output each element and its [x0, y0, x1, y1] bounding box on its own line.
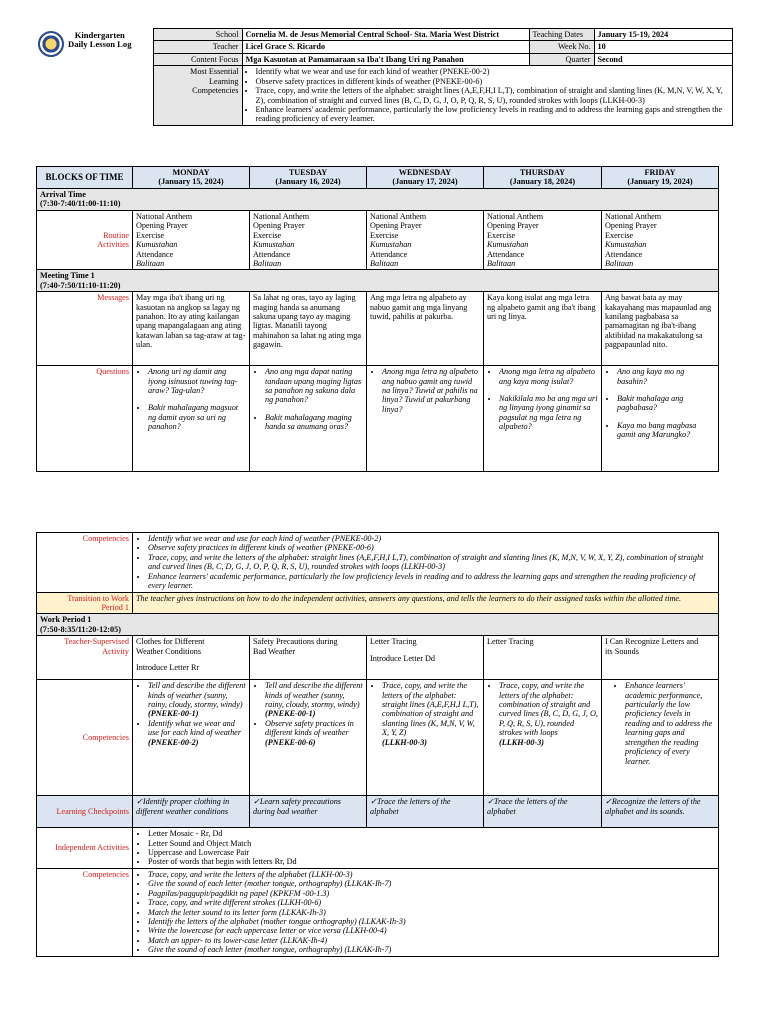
checkpoint-monday	[133, 796, 250, 828]
day-date: (January 17, 2024)	[392, 177, 458, 187]
competency2-item: • Identify the letters of the alphabet (mother tongue orthography) (LLKAK-Ih-3)	[148, 917, 715, 926]
routine-item: Balitaan	[253, 258, 282, 268]
competency-item: • Trace, copy, and write the letters of the alphabet: straight lines (A,E,F,H,I L,T), combination of straight and slanting lines (K, M,N, V, W, X, Y, Z), combination of straight and curved lines (B, C, D, G, J, O, P, Q, R, S, U), rounded strokes with loops (LLKH-00-3)	[148, 553, 715, 572]
routine-item: Exercise	[370, 230, 399, 240]
question-item: • Bakit mahalagang magsuot ng damit ayon sa uri ng panahon?	[148, 403, 246, 431]
tsa-title: I Can Recognize Letters and	[605, 637, 699, 647]
mel-label-line: Learning	[208, 76, 239, 86]
routine-cell-thursday	[484, 210, 602, 270]
competency-text: Trace, copy, and write the letters of the alphabet: straight lines (A,E,F,H,I L,T), combination of straight and slanting lines (K, M,N, V, W, X, Y, Z)	[382, 681, 479, 738]
quarter-value: Second	[594, 53, 732, 65]
dll-title-kindergarten: Kindergarten	[74, 29, 125, 40]
tsa-label-line: Teacher-Supervised	[64, 637, 129, 647]
routine-cell-tuesday	[250, 210, 367, 270]
competencies2-label: Competencies	[37, 868, 133, 956]
quarter-label: Quarter	[529, 53, 594, 65]
tsa-thursday	[484, 636, 602, 680]
schedule-table	[36, 166, 719, 472]
competency-text: Tell and describe the different kinds of weather (sunny, rainy, cloudy, stormy, windy)	[265, 681, 363, 710]
tsa-friday	[602, 636, 719, 680]
competency-code: (LLKH-00-3)	[382, 737, 428, 747]
competency2-item: • Match the letter sound to its letter form (LLKAK-Ih-3)	[148, 908, 715, 917]
day-competencies-thursday	[484, 680, 602, 796]
competency-code: (LLKH-00-3)	[499, 737, 545, 747]
competencies-cell	[133, 533, 719, 593]
question-item: • Nakikilala mo ba ang mga uri ng linyang iyong ginamit sa pagsulat ng mga letra ng alpabeto?	[499, 394, 598, 432]
day-competency-item	[148, 681, 246, 719]
day-competencies-label: Competencies	[37, 680, 133, 796]
week-label: Week No.	[529, 41, 594, 53]
independent-label: Independent Activities	[37, 828, 133, 869]
schedule-section	[36, 166, 718, 472]
routine-item: National Anthem	[605, 211, 662, 221]
arrival-time: (7:30-7:40/11:00-11:10)	[40, 199, 121, 209]
question-item: • Anong mga letra ng alpabeto ang nabuo gamit ang tuwid na linya? Tuwid at pahilis na linya? Tuwid at pakurbang linya?	[382, 367, 480, 414]
day-competency-item	[148, 719, 246, 747]
header-section	[36, 28, 732, 126]
tsa-title: Clothes for Different	[136, 637, 205, 647]
competency-item: • Enhance learners' academic performance, particularly the low proficiency levels in reading and to address the learning gaps and strengthen the reading proficiency of every learner.	[148, 572, 715, 591]
mel-list	[246, 67, 729, 124]
day-header-monday	[133, 167, 250, 189]
routine-label	[37, 210, 133, 270]
competency-text: Enhance learners' academic performance, particularly the low proficiency levels in reading and to address the learning gaps and strengthen the reading proficiency of every learner.	[625, 681, 713, 766]
checkpoint-tuesday	[250, 796, 367, 828]
checkpoint-text: Learn safety precautions during bad weather	[253, 797, 341, 816]
routine-item: Exercise	[136, 230, 165, 240]
content-focus-label: Content Focus	[153, 53, 242, 65]
day-competency-item	[625, 681, 715, 766]
question-item: • Kaya mo bang magbasa gamit ang Marungko?	[617, 421, 715, 440]
meeting-title: Meeting Time 1	[40, 271, 95, 281]
questions-tuesday	[250, 366, 367, 472]
checkmark-icon	[605, 797, 612, 806]
questions-monday	[133, 366, 250, 472]
day-competencies-wednesday	[367, 680, 484, 796]
day-competency-item	[265, 681, 363, 719]
mel-item: • Trace, copy, and write the letters of the alphabet: straight lines (A,E,F,H,I L,T), combination of straight and slanting lines (K, M,N, V, W, X, Y, Z), combination of straight and curved lines (B, C, D, G, J, O, P, Q, R, S, U), rounded strokes with loops (LLKH-00-3)	[256, 86, 729, 105]
question-item: • Anong mga letra ng alpabeto ang kaya mong isulat?	[499, 367, 598, 386]
routine-item: Opening Prayer	[253, 221, 305, 231]
message-monday: May mga iba't ibang uri ng kasuotan na angkop sa lagay ng panahon. Ito ay ating kailangan upang mapangalagaan ang ating katawan laban sa tag-araw at tag-ulan.	[133, 292, 250, 366]
competencies2-cell	[133, 868, 719, 956]
independent-item: • Poster of words that begin with letters Rr, Dd	[148, 857, 715, 866]
work-period-table	[36, 532, 719, 957]
checkmark-icon	[370, 797, 377, 806]
day-date: (January 19, 2024)	[627, 177, 693, 187]
routine-item: Balitaan	[370, 258, 399, 268]
competency-code: (PNEKE-00-2)	[148, 737, 199, 747]
independent-item: • Letter Mosaic - Rr, Dd	[148, 829, 715, 838]
question-item: • Anong uri ng damit ang iyong isinusuot tuwing tag-araw? Tag-ulan?	[148, 367, 246, 395]
routine-item: Balitaan	[487, 258, 516, 268]
school-value: Cornelia M. de Jesus Memorial Central School- Sta. Maria West District	[242, 29, 529, 41]
tsa-label-line: Activity	[102, 646, 129, 656]
competency2-item: • Give the sound of each letter (mother tongue, orthography) (LLKAK-Ih-7)	[148, 879, 715, 888]
content-focus-value: Mga Kasuotan at Pamamaraan sa Iba't Ibang Uri ng Panahon	[242, 53, 529, 65]
week-value: 10	[594, 41, 732, 53]
tsa-letter: Introduce Letter Rr	[136, 663, 200, 673]
header-logo-cell	[36, 29, 153, 126]
deped-seal-icon	[38, 31, 64, 57]
day-competency-item	[265, 719, 363, 747]
checkpoint-text: Identify proper clothing in different weather conditions	[136, 797, 230, 816]
tsa-monday	[133, 636, 250, 680]
routine-item: Kumustahan	[605, 240, 647, 250]
questions-label: Questions	[37, 366, 133, 472]
independent-item: • Uppercase and Lowercase Pair	[148, 848, 715, 857]
routine-item: Balitaan	[605, 258, 634, 268]
routine-item: National Anthem	[136, 211, 193, 221]
routine-item: Kumustahan	[253, 240, 295, 250]
tsa-title: Weather Conditions	[136, 646, 202, 656]
routine-item: Attendance	[605, 249, 643, 259]
header-table	[36, 28, 733, 126]
routine-item: Exercise	[253, 230, 282, 240]
competency-item: • Observe safety practices in different kinds of weather (PNEKE-00-6)	[148, 543, 715, 552]
messages-label: Messages	[37, 292, 133, 366]
checkpoint-text: Recognize the letters of the alphabet and its sounds.	[605, 797, 701, 816]
competency2-item: • Match an upper- to its lower-case letter (LLKAK-Ih-4)	[148, 936, 715, 945]
day-date: (January 16, 2024)	[275, 177, 341, 187]
routine-item: Attendance	[370, 249, 408, 259]
teaching-dates-label: Teaching Dates	[529, 29, 594, 41]
checkpoint-thursday	[484, 796, 602, 828]
routine-cell-monday	[133, 210, 250, 270]
competency-text: Identify what we wear and use for each kind of weather	[148, 718, 242, 738]
transition-label	[37, 592, 133, 614]
competency-item: • Identify what we wear and use for each kind of weather (PNEKE-00-2)	[148, 534, 715, 543]
questions-wednesday	[367, 366, 484, 472]
day-competency-item	[499, 681, 598, 747]
tsa-title: Letter Tracing	[370, 637, 417, 647]
arrival-title: Arrival Time	[40, 190, 86, 199]
question-item: • Bakit mahalagang maging handa sa anumang oras?	[265, 413, 363, 432]
tsa-letter: Introduce Letter Dd	[370, 653, 436, 663]
routine-item: National Anthem	[370, 211, 427, 221]
routine-item: Attendance	[136, 249, 174, 259]
message-wednesday: Ang mga letra ng alpabeto ay nabuo gamit ang mga linyang tuwid, pahilis at pakurba.	[367, 292, 484, 366]
questions-friday	[602, 366, 719, 472]
day-date: (January 18, 2024)	[509, 177, 576, 187]
teacher-value: Licel Grace S. Ricardo	[242, 41, 529, 53]
routine-item: National Anthem	[487, 211, 544, 221]
work-period-title: Work Period 1	[40, 615, 92, 625]
routine-item: Kumustahan	[136, 240, 178, 250]
day-header-thursday	[484, 167, 602, 189]
teaching-dates-value: January 15-19, 2024	[594, 29, 732, 41]
routine-item: Attendance	[487, 249, 525, 259]
routine-item: Kumustahan	[370, 240, 412, 250]
checkpoint-wednesday	[367, 796, 484, 828]
competency2-item: • Trace, copy, and write the letters of the alphabet (LLKH-00-3)	[148, 870, 715, 879]
question-item: • Ano ang mga dapat nating tandaan upang maging ligtas sa panahon ng sakuna dala ng panahon?	[265, 367, 363, 405]
day-date: (January 15, 2024)	[158, 177, 224, 187]
independent-item: • Letter Sound and Object Match	[148, 839, 715, 848]
checkmark-icon	[136, 797, 143, 806]
mel-label	[153, 66, 242, 126]
competency-code: (PNEKE-00-1)	[148, 709, 199, 719]
tsa-wednesday	[367, 636, 484, 680]
questions-thursday	[484, 366, 602, 472]
mel-item: • Enhance learners' academic performance, particularly the low proficiency levels in reading and to address the learning gaps and strengthen the reading proficiency of every learner.	[256, 105, 729, 124]
competency-code: (PNEKE-00-6)	[265, 737, 316, 747]
message-tuesday: Sa lahat ng oras, tayo ay laging maging handa sa anumang sakuna upang tayo ay maging ligtas. Manatili tayong mahinahon sa lahat ng ating mga gagawin.	[250, 292, 367, 366]
competency-text: Trace, copy, and write the letters of the alphabet: combination of straight and curved lines (B, C, D, G, J, O, P, Q, R, S, U), rounded strokes with loops	[499, 681, 598, 738]
mel-label-line: Most Essential	[190, 67, 239, 77]
checkmark-icon	[487, 797, 494, 806]
work-period-row	[37, 614, 719, 636]
question-item: • Ano ang kaya mo ng basahin?	[617, 367, 715, 386]
competency-code: (PNEKE-00-1)	[265, 709, 316, 719]
transition-text: The teacher gives instructions on how to do the independent activities, answers any questions, and tells the learners to do their assigned tasks within the allotted time.	[133, 592, 719, 614]
day-competencies-friday	[602, 680, 719, 796]
competency2-item: • Trace, copy, and write different strokes (LLKH-00-6)	[148, 898, 715, 907]
checkpoints-label: Learning Checkpoints	[37, 796, 133, 828]
meeting-time-row	[37, 270, 719, 292]
routine-item: Opening Prayer	[370, 221, 422, 231]
routine-item: Opening Prayer	[605, 221, 657, 231]
routine-item: National Anthem	[253, 211, 310, 221]
routine-label-line: Routine	[103, 230, 129, 240]
routine-item: Attendance	[253, 249, 291, 259]
dll-title-daily-lesson-log: Daily Lesson Log	[68, 38, 132, 49]
routine-item: Exercise	[487, 230, 516, 240]
routine-cell-friday	[602, 210, 719, 270]
tsa-title: Bad Weather	[253, 646, 296, 656]
transition-label-line: Period 1	[101, 602, 129, 612]
tsa-title: Safety Precautions during	[253, 637, 338, 647]
routine-item: Kumustahan	[487, 240, 529, 250]
meeting-time: (7:40-7:50/11:10-11:20)	[40, 280, 121, 290]
question-item: • Bakit mahalaga ang pagbabasa?	[617, 394, 715, 413]
tsa-label	[37, 636, 133, 680]
tsa-tuesday	[250, 636, 367, 680]
routine-item: Exercise	[605, 230, 634, 240]
arrival-time-row	[37, 189, 719, 211]
competency2-item: • Give the sound of each letter (mother tongue, orthography) (LLKAK-Ih-7)	[148, 945, 715, 954]
mel-list-cell	[242, 66, 732, 126]
day-competencies-monday	[133, 680, 250, 796]
day-competency-item	[382, 681, 480, 747]
routine-item: Opening Prayer	[136, 221, 188, 231]
mel-label-line: Competencies	[192, 86, 239, 96]
day-name: THURSDAY	[519, 168, 566, 177]
independent-cell	[133, 828, 719, 869]
message-friday: Ang bawat bata ay may kakayahang mas mapaunlad ang kanilang pagbabasa sa pamamagitan ng iba't-ibang aktibidad na makakatulong sa pagpapaunlad nito.	[602, 292, 719, 366]
day-name: MONDAY	[172, 168, 210, 177]
day-competencies-tuesday	[250, 680, 367, 796]
checkmark-icon	[253, 797, 260, 806]
day-header-tuesday	[250, 167, 367, 189]
checkpoint-text: Trace the letters of the alphabet	[370, 797, 451, 816]
day-header-wednesday	[367, 167, 484, 189]
mel-item: • Identify what we wear and use for each kind of weather (PNEKE-00-2)	[256, 67, 729, 76]
competency2-item: • Write the lowercase for each uppercase letter or vice versa (LLKH-00-4)	[148, 926, 715, 935]
mel-item: • Observe safety practices in different kinds of weather (PNEKE-00-6)	[256, 77, 729, 86]
message-thursday: Kaya kong isulat ang mga letra ng alpabeto gamit ang iba't ibang uri ng linya.	[484, 292, 602, 366]
competency2-item: • Pagpilas/paggupit/pagdikit ng papel (KPKFM -00-1.3)	[148, 889, 715, 898]
day-name: FRIDAY	[644, 168, 676, 177]
routine-label-line: Activities	[97, 240, 129, 250]
tsa-title: its Sounds	[605, 646, 639, 656]
routine-item: Opening Prayer	[487, 221, 539, 231]
day-name: TUESDAY	[288, 168, 328, 177]
school-label: School	[153, 29, 242, 41]
competency-text: Tell and describe the different kinds of weather (sunny, rainy, cloudy, stormy, windy)	[148, 681, 246, 710]
work-period-section	[36, 532, 718, 957]
routine-item: Balitaan	[136, 258, 165, 268]
day-header-friday	[602, 167, 719, 189]
day-name: WEDNESDAY	[398, 168, 452, 177]
checkpoint-friday	[602, 796, 719, 828]
work-period-time: (7:50-8:35/11:20-12:05)	[40, 624, 121, 634]
transition-label-line: Transition to Work	[67, 593, 129, 603]
checkpoint-text: Trace the letters of the alphabet	[487, 797, 568, 816]
competency-text: Observe safety practices in different kinds of weather	[265, 718, 354, 738]
competencies-label: Competencies	[37, 533, 133, 593]
tsa-title: Letter Tracing	[487, 637, 534, 647]
blocks-of-time-header: BLOCKS OF TIME	[37, 167, 133, 189]
routine-cell-wednesday	[367, 210, 484, 270]
teacher-label: Teacher	[153, 41, 242, 53]
